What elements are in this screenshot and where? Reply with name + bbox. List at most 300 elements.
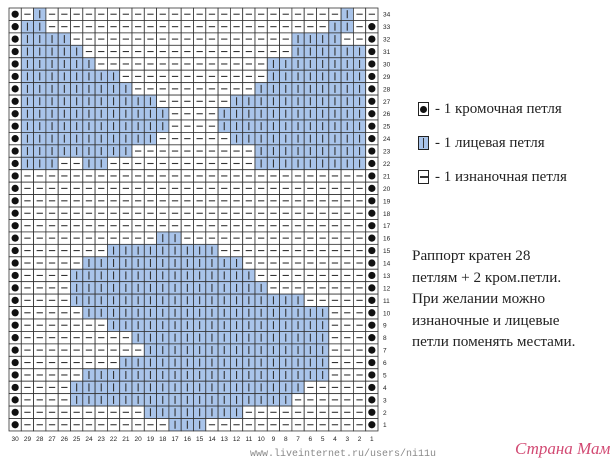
chart-cell [21,269,33,281]
chart-cell [267,369,279,381]
chart-cell [181,319,193,331]
chart-cell [9,319,21,331]
chart-cell [132,45,144,57]
chart-cell [169,406,181,418]
chart-cell [9,145,21,157]
chart-cell [292,95,304,107]
chart-cell [304,369,316,381]
chart-cell [120,244,132,256]
chart-cell [169,257,181,269]
chart-cell [95,58,107,70]
chart-cell [292,406,304,418]
chart-cell [95,394,107,406]
chart-cell [46,157,58,169]
column-number-label: 23 [97,435,105,443]
chart-cell [120,8,132,20]
chart-cell [157,195,169,207]
chart-cell [329,58,341,70]
chart-cell [120,170,132,182]
chart-cell [292,182,304,194]
chart-cell [317,282,329,294]
chart-cell [194,132,206,144]
chart-cell [317,132,329,144]
chart-cell [58,381,70,393]
chart-cell [267,356,279,368]
chart-cell [95,20,107,32]
chart-cell [169,70,181,82]
chart-cell [132,331,144,343]
chart-cell [317,120,329,132]
chart-cell [58,182,70,194]
chart-cell [267,108,279,120]
chart-cell [304,294,316,306]
chart-cell [366,83,378,95]
chart-cell [218,45,230,57]
chart-cell [58,282,70,294]
chart-cell [243,269,255,281]
chart-cell [71,20,83,32]
chart-cell [71,419,83,431]
chart-cell [169,294,181,306]
chart-cell [21,406,33,418]
chart-cell [181,120,193,132]
chart-cell [157,356,169,368]
row-number-label: 20 [383,185,391,193]
chart-cell [267,195,279,207]
chart-cell [366,95,378,107]
chart-cell [292,58,304,70]
chart-cell [317,344,329,356]
chart-cell [292,70,304,82]
chart-cell [58,294,70,306]
chart-cell [292,207,304,219]
chart-cell [304,132,316,144]
chart-cell [169,269,181,281]
chart-cell [132,282,144,294]
chart-cell [169,219,181,231]
chart-cell [366,356,378,368]
chart-cell [230,394,242,406]
chart-cell [132,419,144,431]
chart-cell [132,58,144,70]
chart-cell [83,33,95,45]
chart-cell [280,145,292,157]
chart-cell [21,319,33,331]
chart-cell [132,33,144,45]
chart-cell [292,120,304,132]
chart-cell [83,157,95,169]
chart-cell [107,182,119,194]
chart-cell [366,132,378,144]
chart-cell [280,257,292,269]
chart-cell [157,294,169,306]
chart-cell [341,58,353,70]
chart-cell [206,257,218,269]
chart-cell [107,45,119,57]
chart-cell [107,331,119,343]
chart-cell [58,219,70,231]
chart-cell [353,381,365,393]
chart-cell [230,108,242,120]
chart-cell [317,319,329,331]
chart-cell [194,269,206,281]
chart-cell [341,257,353,269]
chart-cell [71,83,83,95]
chart-cell [157,207,169,219]
column-number-label: 3 [345,435,350,443]
chart-cell [107,145,119,157]
chart-cell [353,331,365,343]
chart-cell [267,282,279,294]
chart-cell [95,381,107,393]
chart-cell [317,157,329,169]
chart-cell [329,182,341,194]
chart-cell [9,232,21,244]
chart-cell [194,58,206,70]
chart-cell [95,95,107,107]
chart-cell [194,381,206,393]
chart-cell [83,120,95,132]
chart-cell [267,120,279,132]
chart-cell [353,419,365,431]
chart-cell [95,207,107,219]
column-number-label: 24 [85,435,93,443]
chart-cell [366,282,378,294]
chart-cell [267,8,279,20]
chart-cell [157,219,169,231]
chart-cell [329,120,341,132]
row-number-label: 8 [383,335,387,343]
chart-cell [280,319,292,331]
chart-cell [157,157,169,169]
chart-cell [267,307,279,319]
chart-cell [120,356,132,368]
chart-cell [280,419,292,431]
row-number-label: 19 [383,198,391,206]
chart-cell [353,219,365,231]
chart-cell [366,257,378,269]
column-number-label: 9 [271,435,276,443]
chart-cell [34,170,46,182]
chart-cell [132,132,144,144]
chart-cell [107,207,119,219]
chart-cell [83,132,95,144]
chart-cell [329,406,341,418]
chart-cell [9,219,21,231]
chart-cell [181,406,193,418]
column-number-label: 11 [245,435,253,443]
chart-cell [95,406,107,418]
chart-cell [71,195,83,207]
chart-cell [341,83,353,95]
chart-cell [120,219,132,231]
chart-cell [317,356,329,368]
chart-cell [194,157,206,169]
chart-cell [329,145,341,157]
chart-cell [206,8,218,20]
chart-cell [169,331,181,343]
chart-cell [21,70,33,82]
chart-cell [230,282,242,294]
column-number-label: 16 [183,435,191,443]
chart-cell [169,307,181,319]
chart-cell [292,219,304,231]
chart-cell [353,20,365,32]
chart-cell [144,120,156,132]
chart-cell [218,319,230,331]
chart-cell [132,294,144,306]
chart-cell [169,419,181,431]
chart-cell [194,182,206,194]
chart-cell [292,369,304,381]
row-number-label: 31 [383,49,391,57]
chart-cell [58,419,70,431]
chart-cell [9,70,21,82]
chart-cell [206,307,218,319]
column-number-label: 1 [370,435,374,443]
row-number-label: 15 [383,248,391,256]
chart-cell [341,369,353,381]
chart-cell [230,331,242,343]
chart-cell [255,182,267,194]
chart-cell [366,8,378,20]
chart-cell [132,244,144,256]
chart-cell [71,394,83,406]
column-number-label: 28 [36,435,44,443]
chart-cell [255,132,267,144]
chart-cell [243,182,255,194]
chart-cell [194,244,206,256]
chart-cell [280,219,292,231]
chart-cell [230,344,242,356]
chart-cell [366,157,378,169]
chart-cell [21,369,33,381]
chart-cell [132,70,144,82]
chart-cell [230,45,242,57]
chart-cell [157,58,169,70]
chart-cell [230,170,242,182]
chart-cell [9,394,21,406]
row-number-label: 4 [383,384,387,392]
chart-cell [317,95,329,107]
chart-cell [21,331,33,343]
chart-cell [366,182,378,194]
chart-cell [304,157,316,169]
chart-cell [218,307,230,319]
chart-cell [120,83,132,95]
chart-cell [206,406,218,418]
chart-cell [292,307,304,319]
chart-cell [169,244,181,256]
chart-cell [71,120,83,132]
chart-cell [267,157,279,169]
chart-cell [83,369,95,381]
chart-cell [304,307,316,319]
chart-cell [280,307,292,319]
chart-cell [353,269,365,281]
chart-cell [46,70,58,82]
row-number-label: 14 [383,260,391,268]
chart-cell [230,232,242,244]
chart-cell [230,419,242,431]
chart-cell [34,207,46,219]
chart-cell [317,269,329,281]
column-number-label: 18 [159,435,167,443]
chart-cell [194,170,206,182]
chart-cell [366,307,378,319]
chart-cell [280,207,292,219]
chart-cell [206,182,218,194]
chart-cell [243,8,255,20]
chart-cell [9,8,21,20]
chart-cell [329,157,341,169]
row-number-label: 7 [383,347,387,355]
chart-cell [157,331,169,343]
chart-cell [132,406,144,418]
chart-cell [120,294,132,306]
chart-cell [230,8,242,20]
chart-cell [58,319,70,331]
chart-cell [366,319,378,331]
chart-cell [169,182,181,194]
chart-cell [194,83,206,95]
chart-cell [132,207,144,219]
chart-cell [329,45,341,57]
chart-cell [21,145,33,157]
note-line: изнаночные и лицевые [412,311,560,329]
chart-cell [169,95,181,107]
chart-cell [280,369,292,381]
chart-cell [107,58,119,70]
row-number-label: 33 [383,24,391,32]
chart-cell [194,356,206,368]
column-number-label: 29 [23,435,32,443]
chart-cell [21,182,33,194]
chart-cell [292,269,304,281]
chart-cell [341,45,353,57]
chart-cell [267,269,279,281]
chart-cell [120,381,132,393]
chart-cell [95,269,107,281]
chart-cell [230,307,242,319]
chart-cell [58,20,70,32]
chart-cell [304,331,316,343]
row-number-label: 22 [383,161,391,168]
chart-cell [34,331,46,343]
chart-cell [21,257,33,269]
chart-cell [58,58,70,70]
chart-cell [46,45,58,57]
chart-cell [267,319,279,331]
chart-cell [132,195,144,207]
chart-cell [329,307,341,319]
chart-cell [157,83,169,95]
chart-cell [83,145,95,157]
chart-cell [157,419,169,431]
chart-cell [120,70,132,82]
chart-cell [58,132,70,144]
chart-cell [120,58,132,70]
chart-cell [194,369,206,381]
chart-cell [169,344,181,356]
chart-cell [353,182,365,194]
chart-cell [132,219,144,231]
chart-cell [366,219,378,231]
chart-cell [218,70,230,82]
chart-cell [58,394,70,406]
chart-cell [230,406,242,418]
chart-cell [304,195,316,207]
row-number-label: 18 [383,210,391,218]
column-number-label: 10 [257,435,265,443]
chart-cell [120,319,132,331]
chart-cell [181,83,193,95]
legend [414,98,604,200]
chart-cell [230,20,242,32]
row-number-label: 34 [383,11,391,19]
chart-cell [21,307,33,319]
chart-cell [292,344,304,356]
chart-cell [317,406,329,418]
chart-cell [83,182,95,194]
chart-cell [194,70,206,82]
chart-cell [280,20,292,32]
chart-cell [329,70,341,82]
column-number-label: 14 [208,435,216,443]
site-logo: Страна Мам [515,439,610,458]
chart-cell [120,344,132,356]
chart-cell [71,58,83,70]
chart-cell [46,232,58,244]
chart-cell [366,294,378,306]
chart-cell [366,331,378,343]
chart-cell [206,381,218,393]
chart-cell [95,419,107,431]
row-number-label: 10 [383,310,391,318]
row-number-label: 3 [383,397,387,405]
chart-cell [255,195,267,207]
chart-cell [169,20,181,32]
chart-cell [243,83,255,95]
chart-cell [46,8,58,20]
chart-cell [9,282,21,294]
column-number-label: 4 [333,435,337,443]
chart-cell [353,406,365,418]
chart-cell [329,381,341,393]
chart-cell [341,145,353,157]
chart-cell [21,8,33,20]
chart-cell [206,244,218,256]
chart-cell [206,95,218,107]
row-number-label: 16 [383,235,391,243]
chart-cell [218,8,230,20]
chart-cell [169,157,181,169]
chart-cell [169,381,181,393]
chart-cell [366,45,378,57]
chart-cell [169,132,181,144]
chart-cell [366,406,378,418]
legend-item-purl [414,166,604,188]
chart-cell [267,394,279,406]
chart-cell [58,70,70,82]
chart-cell [341,331,353,343]
chart-cell [181,157,193,169]
chart-cell [329,419,341,431]
chart-cell [206,331,218,343]
chart-cell [157,381,169,393]
chart-cell [144,394,156,406]
chart-cell [157,369,169,381]
